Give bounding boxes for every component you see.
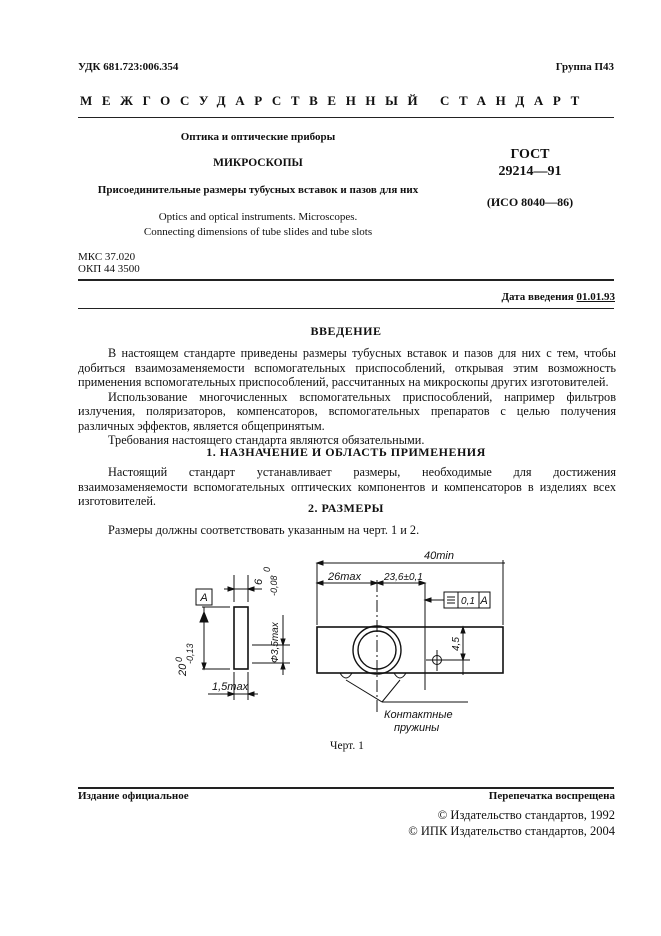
reprint-notice: Перепечатка воспрещена [488,790,615,802]
dim-20-tol: -0,13 [185,643,195,664]
section-1-heading: 1. НАЗНАЧЕНИЕ И ОБЛАСТЬ ПРИМЕНЕНИЯ [206,445,486,459]
label-springs-1: Контактные [384,709,453,721]
title-en-line-2: Connecting dimensions of tube slides and tube slots [143,226,373,238]
arrow [202,663,206,669]
dim-20: 20 [177,663,189,676]
dim-phi: Ф3,5max [270,622,281,663]
arrow [461,627,465,633]
dim-20-up: 0 [174,656,184,662]
title-line-3: Присоединительные размеры тубусных вставок и пазов для них [97,184,419,196]
copyright-2004: © ИПК Издательство стандартов, 2004 [408,824,615,838]
arrow [281,663,285,669]
tolerance-datum: A [480,595,488,607]
leader-right [382,680,400,702]
arrow [461,654,465,660]
okp-code: ОКП 44 3500 [78,263,140,275]
intro-paragraph-2: Использование многочисленных вспомогательных приспособлений, например фильтров излучения, поляризаторов, компенсаторов, вспомогательных препаратов с целью получения различных эффектов, является общепринятым. [78,389,616,433]
dim-6-tol: -0,08 [269,575,279,596]
dim-26max: 26max [328,571,362,583]
arrow [248,587,254,591]
arrow [281,639,285,645]
official-edition: Издание официальное [78,790,189,802]
dim-6-up: 0 [262,566,272,572]
dim-40min: 40min [424,550,454,562]
label-springs-2: пружины [394,722,440,734]
copyright-1992: © Издательство стандартов, 1992 [437,808,615,822]
intro-date-value: 01.01.93 [576,291,615,303]
arrow [425,598,431,602]
udk-code: УДК 681.723:006.354 [78,61,179,73]
figure-caption: Черт. 1 [330,740,364,752]
dim-1-5max: 1,5max [212,681,249,693]
section-2-paragraph: Размеры должны соответствовать указанным на черт. 1 и 2. [108,523,420,537]
slide-side-view [234,607,248,669]
dim-23-6: 23,6±0,1 [384,572,423,583]
dim-4-5: 4,5 [451,637,462,651]
arrow [377,581,383,585]
gost-number: 29214—91 [498,164,562,179]
mks-code: МКС 37.020 [78,251,136,263]
datum-a-label: A [200,592,208,604]
section-2-heading: 2. РАЗМЕРЫ [308,501,384,515]
intro-date-label: Дата введения [501,291,574,303]
tolerance-value: 0,1 [461,596,475,607]
footer-rule [78,787,614,789]
intro-paragraph-3: Требования настоящего стандарта являются обязательными. [108,433,425,447]
arrow [317,581,323,585]
title-en-line-1: Optics and optical instruments. Microscopes. [158,211,358,223]
dim-6: 6 [253,578,265,585]
arrow [228,587,234,591]
group-code: Группа П43 [555,61,614,73]
title-line-2: МИКРОСКОПЫ [213,157,303,169]
gost-label: ГОСТ [510,147,550,162]
section-1-paragraph: Настоящий стандарт устанавливает размеры, необходимые для достижения взаимозаменяемости вспомогательных оптических компонентов и компенсаторов в изделиях всех изготовителей. [78,465,616,508]
iso-reference: (ИСО 8040—86) [486,195,574,209]
datum-triangle [200,612,208,622]
arrow [317,561,323,565]
title-line-1: Оптика и оптические приборы [180,131,336,143]
slide-front-view [317,627,503,673]
intro-paragraph-1: В настоящем стандарте приведены размеры тубусных вставок и пазов для них с тем, чтобы добиться взаимозаменяемости вспомогательных приспособлений, открывая этим возможность применения вспомогательных приспособлений, рассчитанных на микроскопы других изготовителей. [78,346,616,389]
standard-type-line: МЕЖГОСУДАРСТВЕННЫЙ СТАНДАРТ [80,93,589,108]
intro-heading: ВВЕДЕНИЕ [310,324,382,338]
arrow [248,692,254,696]
